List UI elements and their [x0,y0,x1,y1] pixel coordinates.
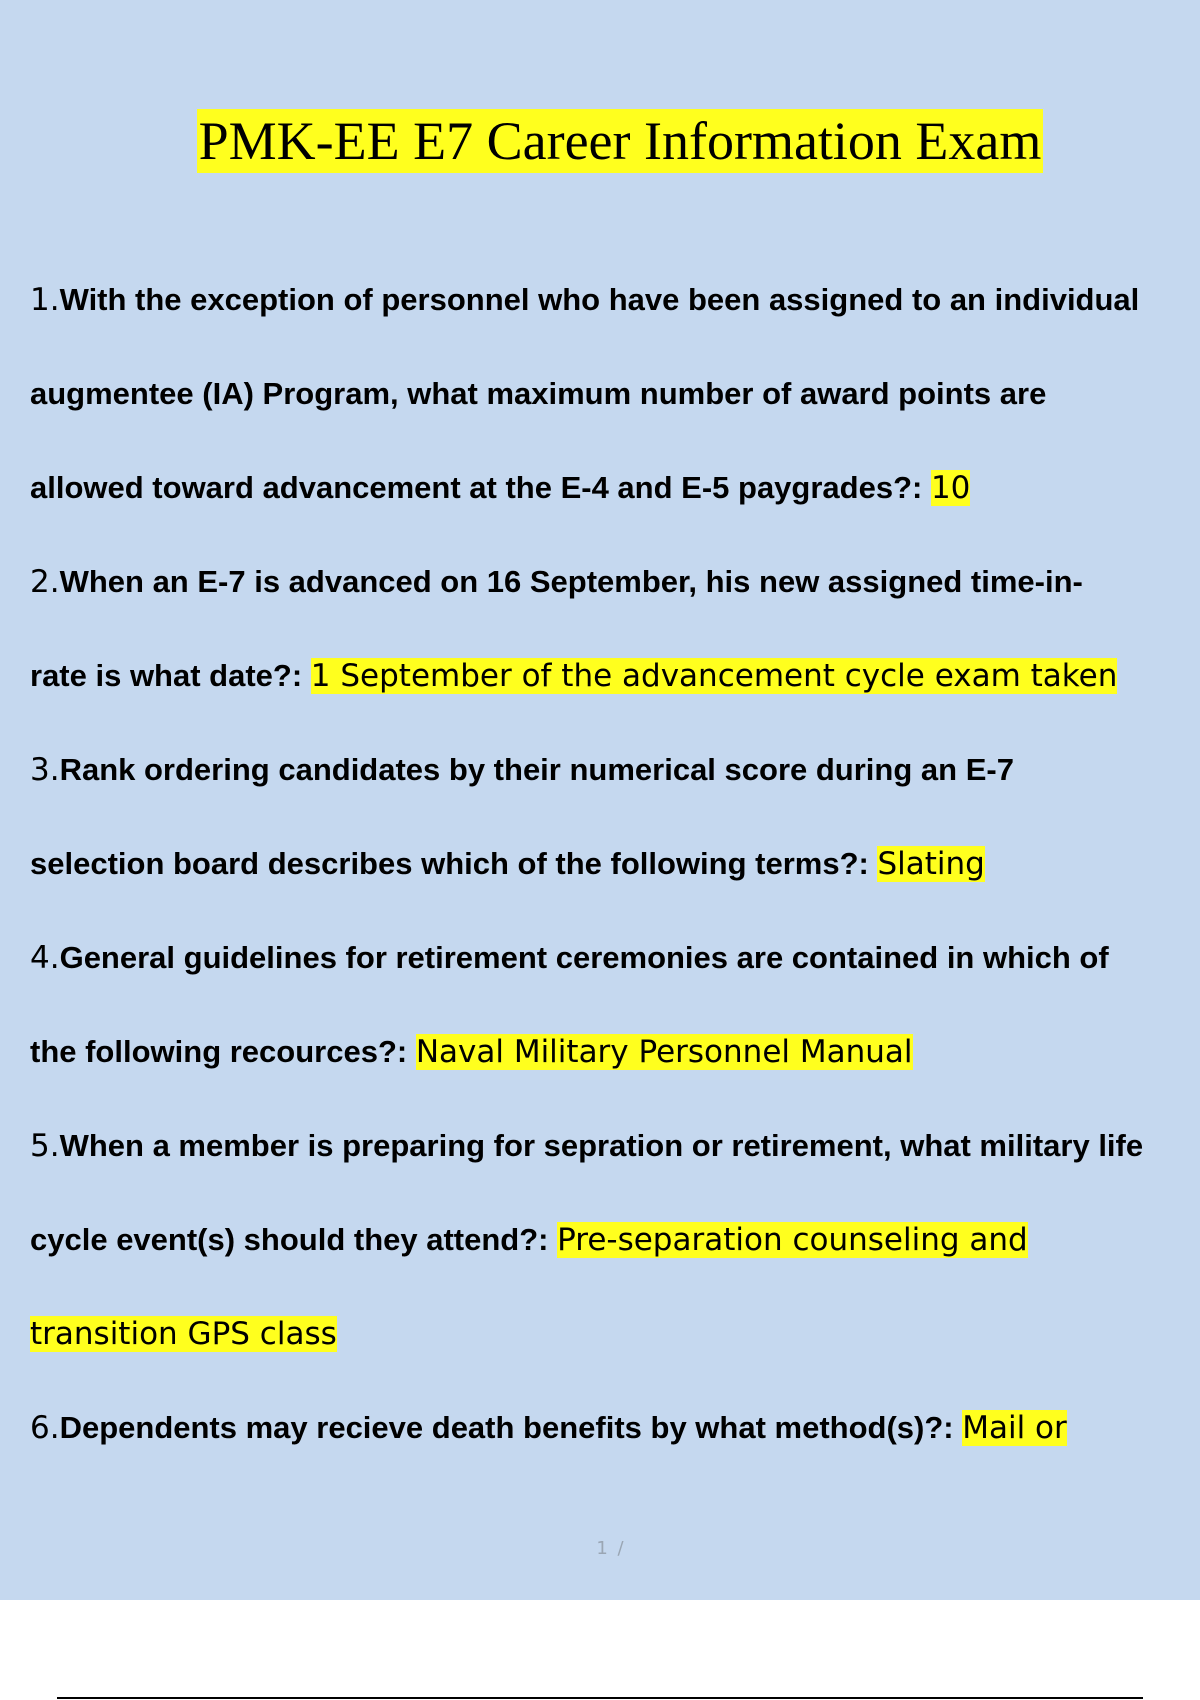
question-line [30,911,1200,1005]
question-line [30,1381,1200,1475]
question-4 [30,911,1200,1099]
question-number: 2. [30,564,60,600]
question-6 [30,1381,1200,1475]
question-text: the following recources?: [30,1034,416,1069]
question-1 [30,253,1200,535]
question-line [30,817,1200,911]
question-3 [30,723,1200,911]
question-text: augmentee (IA) Program, what maximum number of award points are [30,376,1047,411]
document-title-text: PMK-EE E7 Career Information Exam [198,111,1042,171]
question-number: 4. [30,940,60,976]
question-number: 1. [30,282,60,318]
question-text: selection board describes which of the following terms?: [30,846,878,881]
question-text: allowed toward advancement at the E-4 and E-5 paygrades?: [30,470,931,505]
question-line [30,347,1200,441]
question-number: 3. [30,752,60,788]
question-line [30,1005,1200,1099]
question-text: Rank ordering candidates by their numerical score during an E-7 [59,752,1014,787]
answer-text: transition GPS class [30,1316,337,1352]
question-line [30,629,1200,723]
answer-text: 1 September of the advancement cycle exam taken [310,658,1118,694]
question-text: General guidelines for retirement ceremonies are contained in which of [59,940,1109,975]
answer-text: Mail or [962,1410,1067,1446]
question-line [30,1193,1200,1287]
question-line [30,723,1200,817]
question-list [30,253,1200,1475]
question-text: rate is what date?: [30,658,311,693]
question-number: 6. [30,1410,60,1446]
document-title [0,108,1200,174]
page-number: 1 / [596,1538,626,1559]
question-line [30,1287,1200,1381]
question-text: When an E-7 is advanced on 16 September, his new assigned time-in- [59,564,1083,599]
question-text: With the exception of personnel who have been assigned to an individual [59,282,1140,317]
question-line [30,535,1200,629]
question-line [30,253,1200,347]
question-5 [30,1099,1200,1381]
answer-text: Slating [877,846,985,882]
question-line [30,441,1200,535]
page-divider [57,1697,1143,1699]
answer-text: Naval Military Personnel Manual [415,1034,913,1070]
question-text: When a member is preparing for sepration or retirement, what military life [59,1128,1144,1163]
answer-text: Pre-separation counseling and [557,1222,1028,1258]
question-2 [30,535,1200,723]
answer-text: 10 [930,470,971,506]
question-line [30,1099,1200,1193]
question-text: Dependents may recieve death benefits by what method(s)?: [59,1410,963,1445]
question-text: cycle event(s) should they attend?: [30,1222,558,1257]
question-number: 5. [30,1128,60,1164]
